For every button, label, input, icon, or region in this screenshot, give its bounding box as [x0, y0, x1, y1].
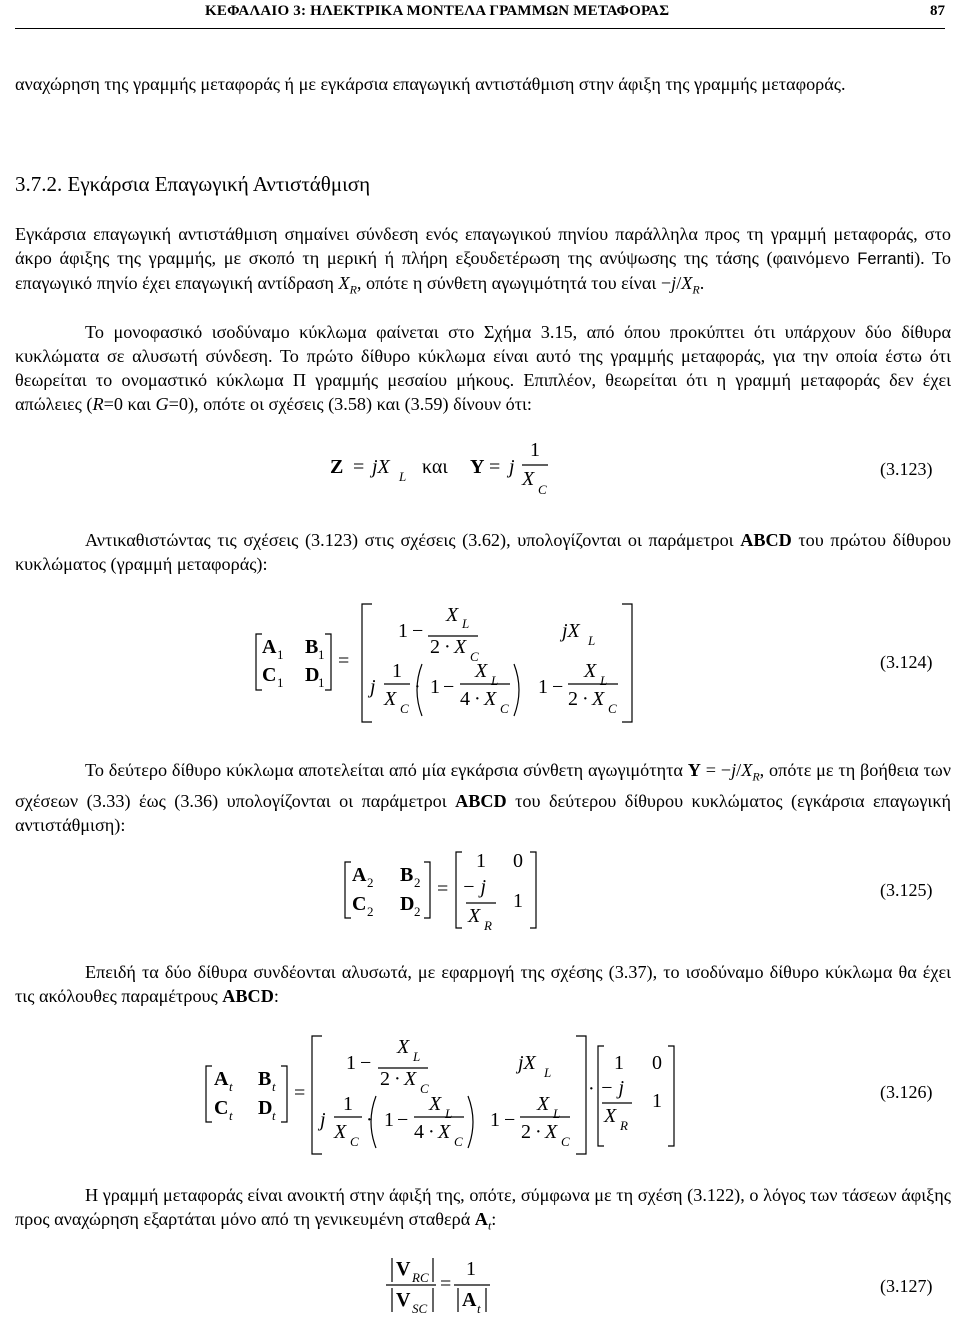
eq-term: · [535, 1121, 542, 1143]
equation-number: (3.123) [880, 459, 933, 479]
eq-sub: C [561, 1134, 570, 1149]
eq-term: − j [462, 876, 487, 898]
text-run: : [273, 986, 279, 1006]
text-run: Η γραμμή μεταφοράς είναι ανοικτή στην άφιξή της, οπότε, σύμφωνα με τη σχέση (3.122), ο λόγος των τάσεων άφιξης προς αναχώρηση εξαρτάται μόνο από τη γενικευμένη σταθερά [15, 1185, 951, 1229]
text-run: Εγκάρσια επαγωγική αντιστάθμιση σημαίνει σύνδεση ενός επαγωγικού πηνίου παράλληλα προς τη γραμμή μεταφοράς, στο άκρο άφιξης της γραμμής, με σκοπό τη μερική ή πλήρη εξουδετέρωση της ανύψωσης της τάσης (φαινόμενο [15, 224, 951, 268]
eq-term: = [294, 1082, 306, 1104]
eq-sub: 1 [318, 647, 325, 662]
eq-sub: 1 [318, 675, 325, 690]
eq-term: C [262, 664, 277, 686]
eq-term: X [537, 1093, 550, 1115]
eq-term: V [396, 1258, 411, 1280]
eq-term: 4 [460, 688, 470, 710]
eq-term: 1 [652, 1090, 662, 1112]
text-run: του πρώτου δίθυρου κυκλώματος (γραμμή μεταφοράς): [15, 530, 951, 574]
ferranti-term: Ferranti [857, 250, 915, 268]
eq-sub: 2 [367, 875, 374, 890]
text-run: του δεύτερου δίθυρου κυκλώματος (εγκάρσια επαγωγική αντιστάθμιση): [15, 790, 952, 835]
abcd-label: ABCD [740, 530, 792, 550]
eq-term: 2 [380, 1068, 390, 1090]
eq-term: · [444, 636, 451, 658]
eq-term: 0 [513, 850, 523, 872]
eq-term: X [454, 636, 467, 658]
eq-sub: L [588, 633, 596, 648]
eq-term: 0 [652, 1052, 662, 1074]
eq-term: − [443, 676, 455, 698]
symbol-x: X [338, 273, 350, 293]
eq-term: X [545, 1121, 558, 1143]
eq-sub: R [620, 1118, 628, 1133]
eq-term: A [352, 864, 367, 886]
text-run: Το δεύτερο δίθυρο κύκλωμα αποτελείται από μία εγκάρσια σύνθετη αγωγιμότητα [85, 760, 688, 780]
text-run: ). Το επαγωγικό πηνίο έχει επαγωγική αντίδραση [15, 248, 951, 293]
eq-term: 2 [568, 688, 578, 710]
eq-term: − [397, 1109, 409, 1131]
eq-term: − [412, 620, 424, 642]
equation-number: (3.126) [880, 1082, 933, 1102]
eq-term: 1 [430, 676, 440, 698]
eq-term: D [305, 664, 320, 686]
eq-term: − [552, 676, 564, 698]
eq-term: X [468, 905, 481, 927]
eq-sub: C [608, 701, 617, 716]
eq-term: jX [518, 1052, 536, 1074]
eq-term: 1 [513, 890, 523, 912]
page-number: 87 [930, 3, 945, 19]
text-run: / [736, 760, 742, 780]
eq-sub: R [484, 918, 492, 933]
eq-sub: t [272, 1108, 276, 1123]
eq-term: j [509, 456, 515, 478]
symbol-x: X [741, 760, 753, 780]
text-run: =0), οπότε οι σχέσεις (3.58) και (3.59) δίνουν ότι: [168, 394, 532, 414]
eq-sub: SC [412, 1301, 428, 1316]
eq-term: 1 [614, 1052, 624, 1074]
eq-term: · [366, 1109, 373, 1131]
eq-sub: C [500, 701, 509, 716]
eq-term: V [396, 1289, 411, 1311]
equation-number: (3.127) [880, 1276, 933, 1296]
eq-term: · [394, 1068, 401, 1090]
eq-term: X [604, 1105, 617, 1127]
eq-sub: C [420, 1081, 429, 1096]
eq-sub: t [272, 1079, 276, 1094]
text-run: , οπότε η σύνθετη αγωγιμότητά του είναι − [356, 273, 672, 293]
running-header [15, 0, 945, 29]
eq-sub: 1 [277, 675, 284, 690]
eq-term: B [258, 1068, 272, 1090]
eq-sub: L [491, 673, 499, 688]
symbol-sub-r: R [752, 769, 760, 784]
symbol-g: G [155, 394, 169, 414]
eq-sub: 2 [414, 875, 421, 890]
paragraph-circuit [15, 320, 951, 416]
eq-sub: C [454, 1134, 463, 1149]
eq-sub: C [538, 482, 547, 497]
text-run: : [491, 1209, 497, 1229]
text-run: , οπότε με τη βοήθεια των σχέσεων (3.33) έως (3.36) υπολογίζονται οι παράμετροι [15, 760, 951, 811]
eq-term: = [489, 456, 501, 478]
eq-term: και [422, 456, 448, 478]
eq-term: 1 [530, 439, 540, 461]
eq-term: · [414, 676, 421, 698]
eq-term: · [588, 1078, 595, 1100]
paragraph-abcd-second [15, 758, 951, 837]
eq-term: 1 [343, 1093, 353, 1115]
eq-term: B [400, 864, 414, 886]
eq-sub: 2 [414, 904, 421, 919]
eq-term: · [474, 688, 481, 710]
symbol-j: j [671, 273, 677, 293]
paragraph-abcd-first [15, 528, 951, 576]
chapter-title: ΚΕΦΑΛΑΙΟ 3: ΗΛΕΚΤΡΙΚΑ ΜΟΝΤΕΛΑ ΓΡΑΜΜΩΝ ΜΕΤΑΦΟΡΑΣ [205, 3, 670, 19]
eq-term: − j [600, 1077, 625, 1099]
eq-sub: t [229, 1108, 233, 1123]
eq-sub: L [553, 1106, 561, 1121]
eq-term: jX [562, 620, 580, 642]
eq-sub: L [399, 469, 407, 484]
eq-term: · [582, 688, 589, 710]
eq-term: = [338, 650, 350, 672]
eq-term: X [404, 1068, 417, 1090]
eq-term: A [262, 636, 277, 658]
eq-term: Y [470, 456, 485, 478]
equation-number: (3.125) [880, 880, 933, 900]
paragraph-open-line [15, 1183, 951, 1238]
symbol-x: X [681, 273, 693, 293]
eq-term: D [400, 893, 415, 915]
eq-term: j [320, 1109, 326, 1131]
eq-sub: C [350, 1134, 359, 1149]
eq-term: = [353, 456, 365, 478]
eq-term: 1 [476, 850, 486, 872]
eq-term: X [475, 660, 488, 682]
eq-term: Z [330, 456, 344, 478]
symbol-sub-r: R [349, 282, 357, 297]
eq-term: = [440, 1273, 452, 1295]
eq-term: X [397, 1036, 410, 1058]
symbol-y: Y [687, 760, 701, 780]
eq-term: X [584, 660, 597, 682]
eq-sub: 2 [367, 904, 374, 919]
section-heading: 3.7.2. Εγκάρσια Επαγωγική Αντιστάθμιση [15, 172, 371, 196]
eq-sub: t [229, 1079, 233, 1094]
symbol-sub-t: t [487, 1218, 492, 1233]
eq-term: C [214, 1097, 229, 1119]
eq-term: 1 [392, 660, 402, 682]
text-run: . [699, 273, 705, 293]
eq-sub: C [400, 701, 409, 716]
eq-term: D [258, 1097, 273, 1119]
eq-sub: L [413, 1049, 421, 1064]
eq-term: j [370, 676, 376, 698]
symbol-j: j [731, 760, 737, 780]
eq-term: X [446, 604, 459, 626]
abcd-label: ABCD [222, 986, 274, 1006]
eq-sub: L [462, 616, 470, 631]
eq-sub: L [544, 1065, 552, 1080]
eq-term: 1 [384, 1109, 394, 1131]
symbol-sub-r: R [692, 282, 700, 297]
eq-sub: RC [412, 1270, 429, 1285]
eq-sub: t [477, 1301, 481, 1316]
eq-term: X [522, 468, 535, 490]
eq-term: = [437, 878, 449, 900]
eq-sub: L [600, 673, 608, 688]
eq-sub: 1 [277, 647, 284, 662]
eq-term: A [462, 1289, 477, 1311]
eq-term: jX [372, 456, 390, 478]
eq-term: A [214, 1068, 229, 1090]
eq-term: C [352, 893, 367, 915]
abcd-label: ABCD [455, 790, 507, 811]
symbol-a: A [474, 1209, 488, 1229]
text-run: =0 και [103, 394, 156, 414]
paragraph-continuation: αναχώρηση της γραμμής μεταφοράς ή με εγκάρσια επαγωγική αντιστάθμιση στην άφιξη της γραμμής μεταφοράς. [15, 74, 846, 94]
paragraph-cascade [15, 960, 951, 1008]
text-run: / [676, 273, 682, 293]
text-run: Το μονοφασικό ισοδύναμο κύκλωμα φαίνεται στο Σχήμα 3.15, από όπου προκύπτει ότι υπάρχουν δύο δίθυρα κυκλώματα σε αλυσωτή σύνδεση. Το πρώτο δίθυρο κύκλωμα είναι αυτό της γραμμής μεταφοράς, για την οποία έστω ότι θεωρείται το ονομαστικό κύκλωμα Π γραμμής μεσαίου μήκους. Επιπλέον, θεωρείται ότι η γραμμή μεταφοράς δεν έχει απώλειες ( [15, 322, 951, 414]
eq-term: · [428, 1121, 435, 1143]
eq-term: B [305, 636, 319, 658]
eq-sub: C [470, 649, 479, 664]
eq-term: X [484, 688, 497, 710]
eq-term: − [504, 1109, 516, 1131]
equation-number: (3.124) [880, 652, 933, 672]
eq-term: X [592, 688, 605, 710]
eq-term: X [438, 1121, 451, 1143]
text-run: Επειδή τα δύο δίθυρα συνδέονται αλυσωτά, με εφαρμογή της σχέσης (3.37), το ισοδύναμο δίθυρο κύκλωμα θα έχει τις ακόλουθες παραμέτρους [15, 962, 951, 1006]
eq-term: X [334, 1121, 347, 1143]
eq-term: X [384, 688, 397, 710]
eq-term: 2 [521, 1121, 531, 1143]
eq-term: 1 [346, 1052, 356, 1074]
eq-term: X [429, 1093, 442, 1115]
eq-term: − [360, 1052, 372, 1074]
eq-term: 2 [430, 636, 440, 658]
text-run: = − [700, 760, 732, 780]
eq-sub: L [445, 1106, 453, 1121]
eq-term: 1 [398, 620, 408, 642]
eq-term: 1 [490, 1109, 500, 1131]
eq-term: 4 [414, 1121, 424, 1143]
eq-term: 1 [466, 1258, 476, 1280]
eq-term: 1 [538, 676, 548, 698]
text-run: Αντικαθιστώντας τις σχέσεις (3.123) στις σχέσεις (3.62), υπολογίζονται οι παράμετροι [85, 530, 741, 550]
symbol-r: R [92, 394, 104, 414]
paragraph-intro [15, 222, 951, 302]
